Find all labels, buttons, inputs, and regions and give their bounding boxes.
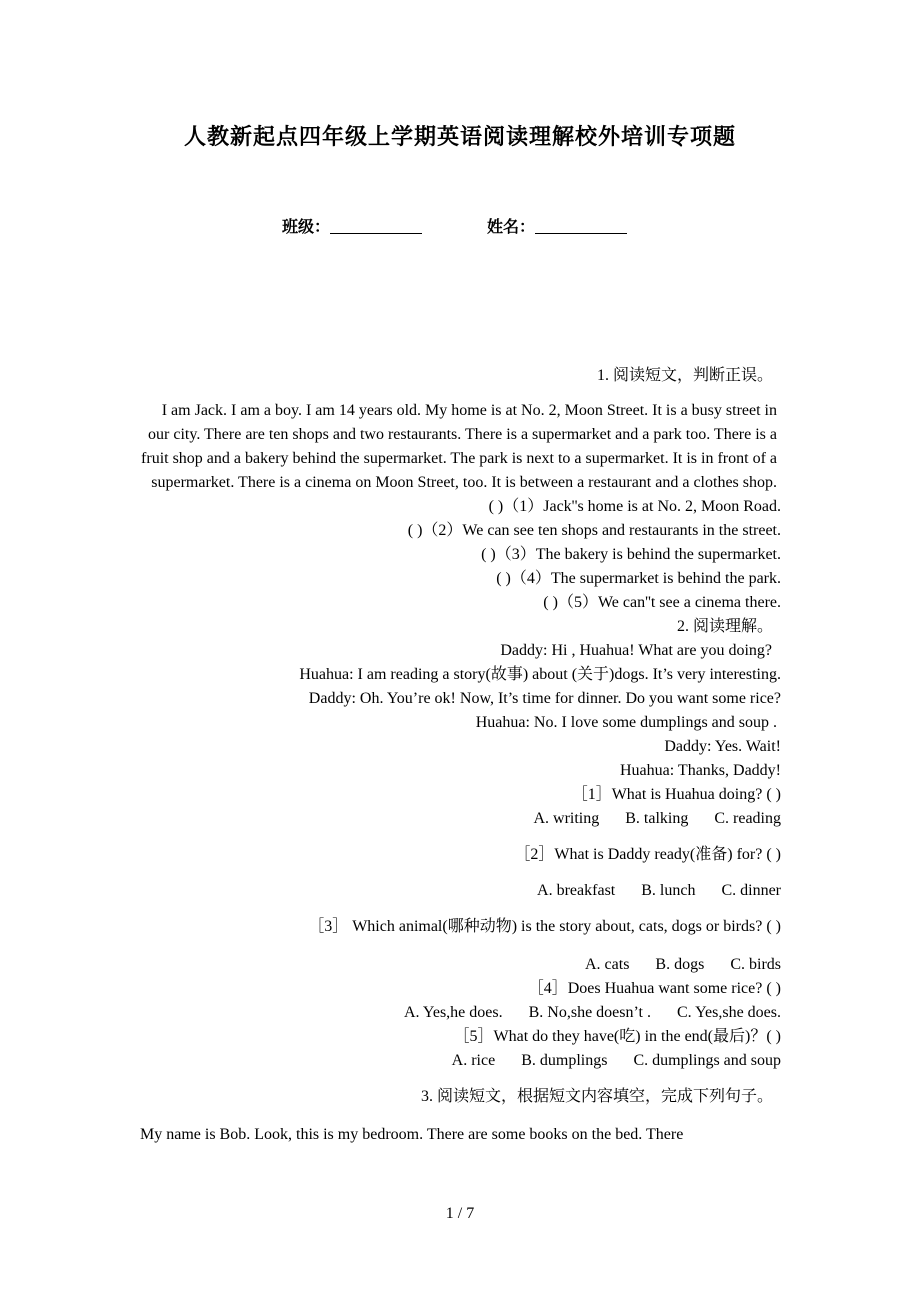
s1-question-5: ( )（5）We can''t see a cinema there. — [543, 594, 781, 611]
option: B. dogs — [655, 956, 705, 973]
page-number: 1 / 7 — [445, 1205, 475, 1222]
name-blank[interactable] — [535, 217, 627, 234]
option: C. reading — [714, 810, 781, 827]
section2-heading: 2. 阅读理解。 — [676, 618, 773, 635]
s1-question-3: ( )（3）The bakery is behind the supermarket. — [481, 546, 781, 563]
option: B. dumplings — [521, 1052, 608, 1069]
s2-question-2-options — [140, 879, 781, 903]
option: A. writing — [533, 810, 600, 827]
page-title: 人教新起点四年级上学期英语阅读理解校外培训专项题 — [183, 125, 736, 150]
option: B. lunch — [641, 882, 696, 899]
s2-question-5-options — [140, 1049, 781, 1073]
option: B. talking — [625, 810, 689, 827]
name-label: 姓名： — [487, 217, 536, 236]
dialogue-line-3: Daddy: Oh. You’re ok! Now, It’s time for dinner. Do you want some rice? — [308, 690, 781, 707]
s1-question-4: ( )（4）The supermarket is behind the park. — [496, 570, 781, 587]
section3-heading: 3. 阅读短文，根据短文内容填空，完成下列句子。 — [420, 1088, 773, 1105]
s1-question-2: ( )（2）We can see ten shops and restaurants in the street. — [407, 522, 781, 539]
option: C. dinner — [721, 882, 781, 899]
s2-question-1-options — [140, 807, 781, 831]
section1-heading: 1. 阅读短文，判断正误。 — [596, 367, 773, 384]
option: C. dumplings and soup — [633, 1052, 781, 1069]
s2-question-4-options — [140, 1001, 781, 1025]
dialogue-line-2: Huahua: I am reading a story(故事) about (关于)dogs. It’s very interesting. — [299, 666, 781, 683]
content — [140, 364, 781, 1147]
option: A. cats — [584, 956, 630, 973]
name-field — [487, 214, 627, 237]
dialogue-line-1: Daddy: Hi , Huahua! What are you doing? — [500, 642, 772, 659]
class-field — [282, 214, 422, 237]
s2-question-5: ［5］What do they have(吃) in the end(最后)？( ) — [453, 1028, 781, 1045]
s2-question-4: ［4］Does Huahua want some rice? ( ) — [527, 980, 781, 997]
class-blank[interactable] — [330, 217, 422, 234]
option: B. No,she doesn’t . — [528, 1004, 651, 1021]
option: C. Yes,she does. — [676, 1004, 781, 1021]
option: A. Yes,he does. — [403, 1004, 503, 1021]
s2-question-1: ［1］What is Huahua doing? ( ) — [571, 786, 781, 803]
dialogue-line-6: Huahua: Thanks, Daddy! — [620, 762, 781, 779]
option: C. birds — [730, 956, 781, 973]
s2-question-3: ［3］ Which animal(哪种动物) is the story about, cats, dogs or birds? ( ) — [308, 918, 781, 935]
option: A. rice — [451, 1052, 496, 1069]
s2-question-2: ［2］What is Daddy ready(准备) for? ( ) — [514, 846, 781, 863]
s1-question-1: ( )（1）Jack''s home is at No. 2, Moon Road. — [488, 498, 781, 515]
section1-passage: I am Jack. I am a boy. I am 14 years old. My home is at No. 2, Moon Street. It is a busy street in our city. There are ten shops and two restaurants. There is a supermarket and a park too. There is a fruit shop and a bakery behind the supermarket. The park is next to a supermarket. It is in front of a supermarket. There is a cinema on Moon Street, too. It is between a restaurant and a clothes shop. — [141, 402, 777, 491]
s2-question-3-options — [140, 953, 781, 977]
section3-passage: My name is Bob. Look, this is my bedroom. There are some books on the bed. There — [140, 1126, 684, 1143]
dialogue-line-4: Huahua: No. I love some dumplings and soup . — [475, 714, 777, 731]
class-label: 班级： — [282, 217, 331, 236]
dialogue-line-5: Daddy: Yes. Wait! — [664, 738, 781, 755]
option: A. breakfast — [537, 882, 616, 899]
